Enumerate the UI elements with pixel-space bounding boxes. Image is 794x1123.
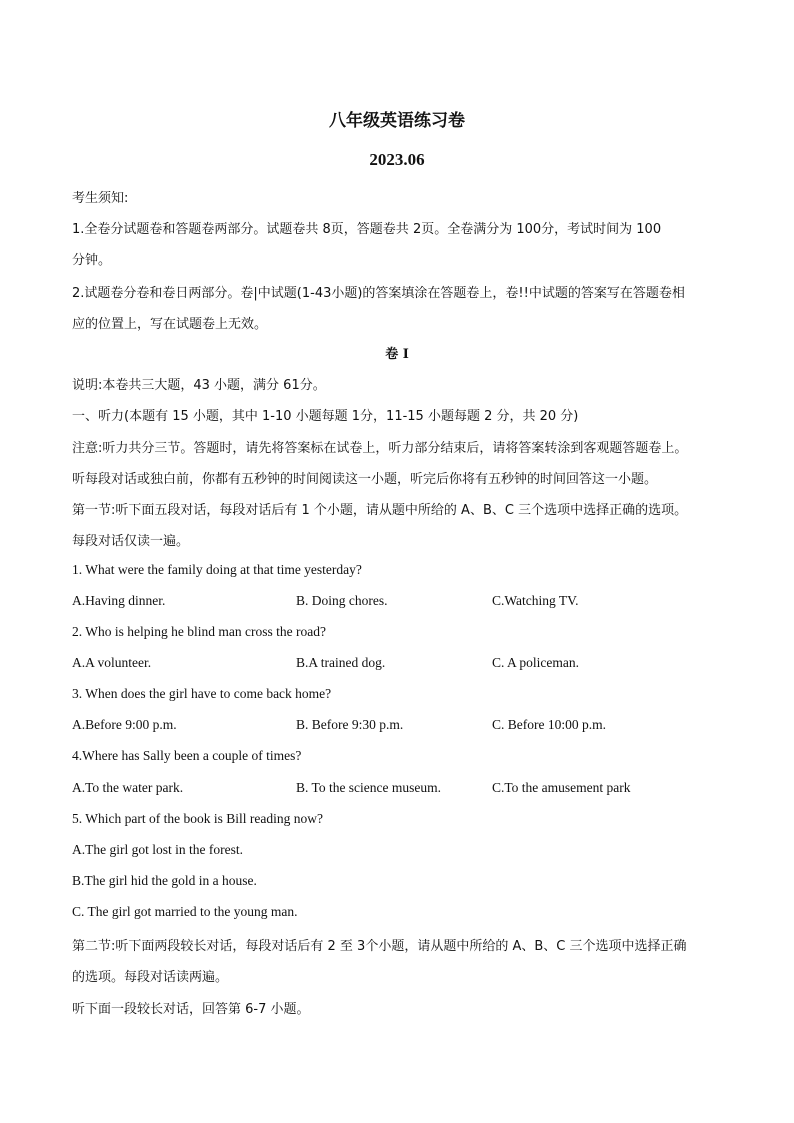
subsection2-line1: 第二节:听下面两段较长对话，每段对话后有 2 至 3个小题，请从题中所给的 A、B、C 三个选项中选择正确 [72, 939, 687, 954]
q4-option-c: C.To the amusement park [492, 780, 631, 795]
listening-part-title: 一、听力(本题有 15 小题，其中 1-10 小题每题 1分，11-15 小题每题 2 分，共 20 分) [72, 409, 579, 424]
section-heading: 卷 I [385, 347, 409, 362]
q4-option-a: A.To the water park. [72, 780, 184, 795]
question-4: 4.Where has Sally been a couple of times? [72, 748, 302, 763]
listening-note-line1: 注意:听力共分三节。答题时，请先将答案标在试卷上，听力部分结束后，请将答案转涂到客观题答题卷上。 [72, 441, 688, 456]
question-2: 2. Who is helping he blind man cross the road? [72, 624, 326, 639]
notice-heading: 考生须知: [72, 191, 129, 206]
q3-option-a: A.Before 9:00 p.m. [72, 717, 177, 732]
q1-option-c: C.Watching TV. [492, 593, 579, 608]
q1-option-b: B. Doing chores. [296, 593, 388, 608]
question-3: 3. When does the girl have to come back home? [72, 686, 332, 701]
dialogue-instruction: 听下面一段较长对话，回答第 6-7 小题。 [72, 1002, 310, 1017]
notice-item1-line1: 1.全卷分试题卷和答题卷两部分。试题卷共 8页，答题卷共 2页。全卷满分为 100分，考试时间为 100 [72, 222, 662, 237]
q5-option-b: B.The girl hid the gold in a house. [72, 873, 257, 888]
q2-option-a: A.A volunteer. [72, 655, 152, 670]
exam-date: 2023.06 [369, 150, 425, 169]
question-5: 5. Which part of the book is Bill reading now? [72, 811, 323, 826]
question-1: 1. What were the family doing at that time yesterday? [72, 562, 362, 577]
q5-option-a: A.The girl got lost in the forest. [72, 842, 243, 857]
q3-option-b: B. Before 9:30 p.m. [296, 717, 404, 732]
subsection1-line1: 第一节:听下面五段对话，每段对话后有 1 个小题，请从题中所给的 A、B、C 三个选项中选择正确的选项。 [72, 503, 688, 518]
section-description: 说明:本卷共三大题，43 小题，满分 61分。 [72, 378, 326, 393]
q1-option-a: A.Having dinner. [72, 593, 166, 608]
notice-item1-line2: 分钟。 [72, 253, 112, 268]
notice-item2-line2: 应的位置上，写在试题卷上无效。 [72, 317, 268, 332]
listening-note-line2: 听每段对话或独白前，你都有五秒钟的时间阅读这一小题，听完后你将有五秒钟的时间回答这一小题。 [72, 472, 658, 487]
q5-option-c: C. The girl got married to the young man. [72, 904, 298, 919]
q3-option-c: C. Before 10:00 p.m. [492, 717, 606, 732]
q2-option-b: B.A trained dog. [296, 655, 386, 670]
subsection2-line2: 的选项。每段对话读两遍。 [72, 970, 229, 985]
exam-title: 八年级英语练习卷 [329, 111, 465, 131]
notice-item2-line1: 2.试题卷分卷和卷日两部分。卷|中试题(1-43小题)的答案填涂在答题卷上，卷!!中试题的答案写在答题卷相 [72, 286, 685, 301]
q4-option-b: B. To the science museum. [296, 780, 442, 795]
subsection1-line2: 每段对话仅读一遍。 [72, 534, 190, 549]
q2-option-c: C. A policeman. [492, 655, 579, 670]
